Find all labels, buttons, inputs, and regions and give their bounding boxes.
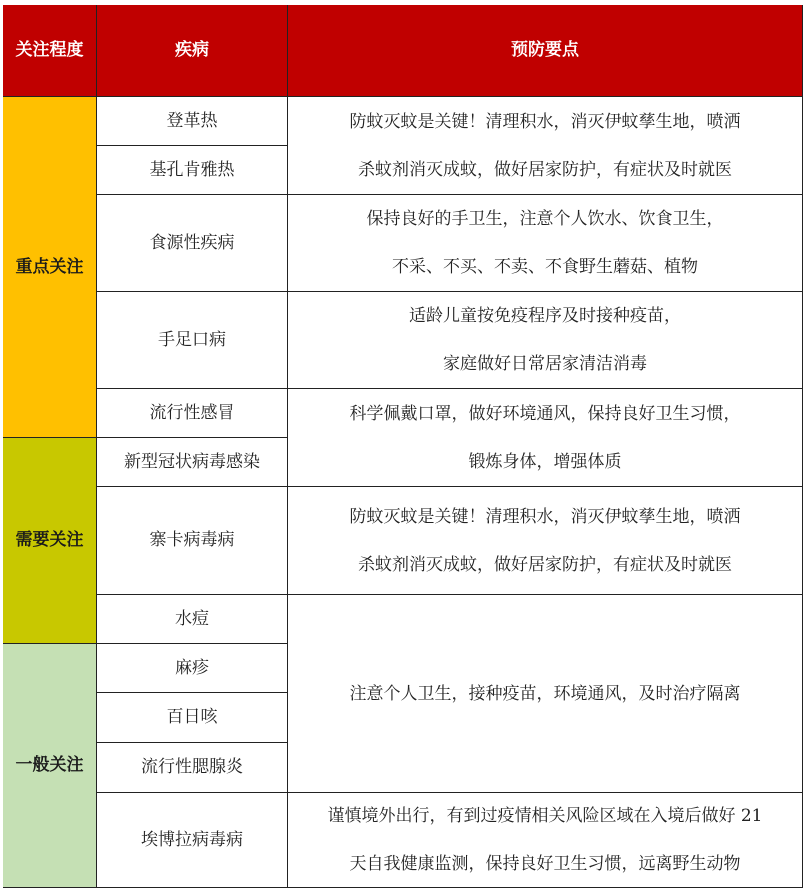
disease-cell: 食源性疾病	[97, 195, 288, 292]
disease-cell: 水痘	[97, 595, 288, 644]
prevention-cell	[288, 97, 803, 195]
header-level: 关注程度	[3, 5, 97, 97]
prevention-line: 防蚊灭蚊是关键！清理积水，消灭伊蚊孳生地，喷洒	[349, 506, 741, 527]
disease-cell: 手足口病	[97, 292, 288, 389]
disease-cell: 流行性感冒	[97, 389, 288, 438]
prevention-line: 科学佩戴口罩，做好环境通风，保持良好卫生习惯，	[349, 403, 741, 424]
prevention-cell	[288, 292, 803, 389]
prevention-cell	[288, 195, 803, 292]
prevention-cell	[288, 389, 803, 487]
prevention-line: 家庭做好日常居家清洁消毒	[443, 354, 647, 374]
disease-prevention-table	[3, 5, 803, 888]
disease-cell: 麻疹	[97, 644, 288, 693]
prevention-cell	[288, 487, 803, 595]
prevention-line: 适龄儿童按免疫程序及时接种疫苗，	[409, 306, 681, 326]
prevention-line: 锻炼身体，增强体质	[468, 451, 622, 472]
disease-cell: 登革热	[97, 97, 288, 146]
disease-cell: 流行性腮腺炎	[97, 743, 288, 793]
disease-cell: 寨卡病毒病	[97, 487, 288, 595]
prevention-line: 杀蚊剂消灭成蚊，做好居家防护，有症状及时就医	[358, 554, 732, 575]
level-low: 一般关注	[3, 644, 97, 888]
disease-cell: 新型冠状病毒感染	[97, 438, 288, 487]
prevention-line: 注意个人卫生，接种疫苗，环境通风，及时治疗隔离	[349, 683, 741, 704]
prevention-line: 杀蚊剂消灭成蚊，做好居家防护，有症状及时就医	[358, 159, 732, 180]
level-mid: 需要关注	[3, 438, 97, 644]
prevention-line: 保持良好的手卫生，注意个人饮水、饮食卫生，	[366, 209, 724, 229]
disease-cell: 百日咳	[97, 693, 288, 743]
prevention-cell	[288, 595, 803, 793]
prevention-line: 防蚊灭蚊是关键！清理积水，消灭伊蚊孳生地，喷洒	[349, 111, 741, 132]
disease-cell: 埃博拉病毒病	[97, 793, 288, 888]
level-high: 重点关注	[3, 97, 97, 438]
prevention-line: 谨慎境外出行，有到过疫情相关风险区域在入境后做好 21	[327, 806, 763, 826]
header-disease: 疾病	[97, 5, 288, 97]
prevention-line: 天自我健康监测，保持良好卫生习惯，远离野生动物	[349, 854, 741, 874]
header-prevention: 预防要点	[288, 5, 803, 97]
prevention-line: 不采、不买、不卖、不食野生蘑菇、植物	[392, 257, 698, 277]
disease-cell: 基孔肯雅热	[97, 146, 288, 195]
prevention-cell	[288, 793, 803, 888]
